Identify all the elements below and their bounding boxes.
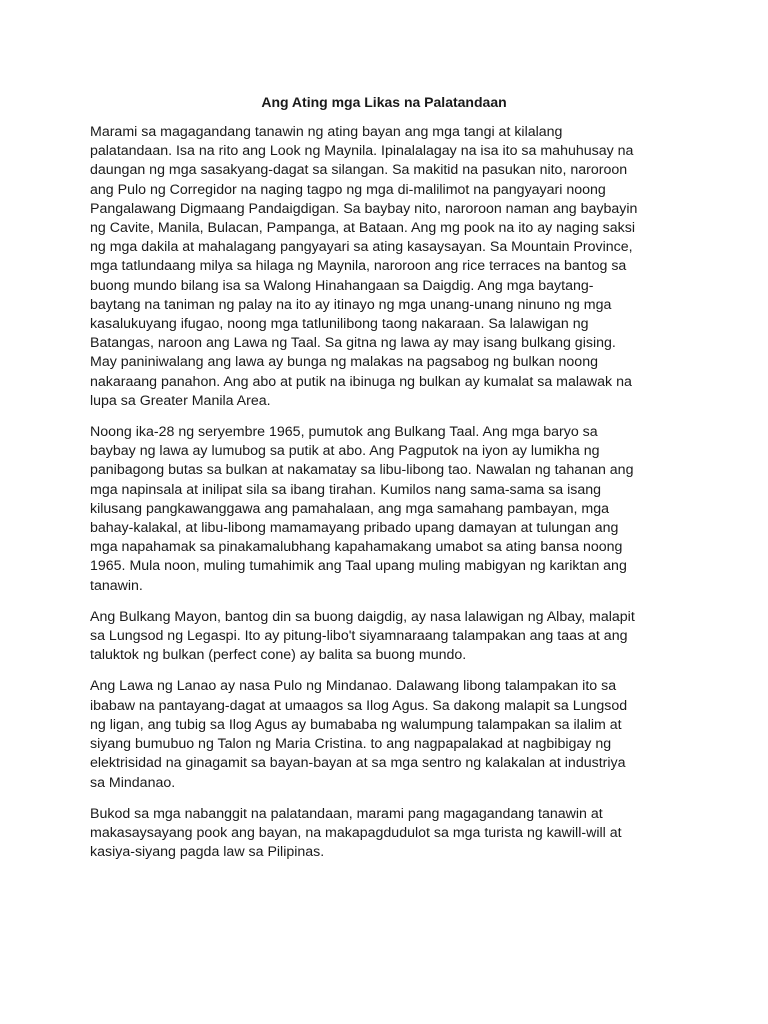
paragraph-look-ng-maynila: Marami sa magagandang tanawin ng ating bayan ang mga tangi at kilalang palatandaan. Isa na rito ang Look ng Maynila. Ipinalalagay na isa ito sa mahuhusay na daungan ng mga sasakyang-dagat sa silangan. Sa makitid na pasukan nito, naroroon ang Pulo ng Corregidor na naging tagpo ng mga di-malilimot na pangyayari noong Pangalawang Digmaang Pandaigdigan. Sa baybay nito, naroroon naman ang baybayin ng Cavite, Manila, Bulacan, Pampanga, at Bataan. Ang mg pook na ito ay naging saksi ng mga dakila at mahalagang pangyayari sa ating kasaysayan. Sa Mountain Province, mga tatlundaang milya sa hilaga ng Maynila, naroroon ang rice terraces na bantog sa buong mundo bilang isa sa Walong Hinahangaan sa Daigdig. Ang mga baytang- baytang na taniman ng palay na ito ay itinayo ng mga unang-unang ninuno ng mga kasalukuyang ifugao, noong mga tatlunilibong taong nakaraan. Sa lalawigan ng Batangas, naroon ang Lawa ng Taal. Sa gitna ng lawa ay may isang bulkang gising. May paniniwalang ang lawa ay bunga ng malakas na pagsabog ng bulkan noong nakaraang panahon. Ang abo at putik na ibinuga ng bulkan ay kumalat sa malawak na lupa sa Greater Manila Area. xyxy=(90,124,638,409)
paragraph-bulkang-mayon: Ang Bulkang Mayon, bantog din sa buong daigdig, ay nasa lalawigan ng Albay, malapit sa Lungsod ng Legaspi. Ito ay pitung-libo't siyamnaraang talampakan ang taas at ang taluktok ng bulkan (perfect cone) ay balita sa buong mundo. xyxy=(90,608,635,664)
paragraph-lawa-ng-lanao: Ang Lawa ng Lanao ay nasa Pulo ng Mindanao. Dalawang libong talampakan ito sa ibabaw na pantayang-dagat at umaagos sa Ilog Agus. Sa dakong malapit sa Lungsod ng ligan, ang tubig sa Ilog Agus ay bumababa ng walumpung talampakan sa ilalim at siyang bumubuo ng Talon ng Maria Cristina. to ang nagpapalakad at nagbibigay ng elektrisidad na ginagamit sa bayan-bayan at sa mga sentro ng kalakalan at industriya sa Mindanao. xyxy=(90,678,628,791)
document-title: Ang Ating mga Likas na Palatandaan xyxy=(261,94,507,110)
document-body xyxy=(90,123,686,874)
paragraph-conclusion: Bukod sa mga nabanggit na palatandaan, marami pang magagandang tanawin at makasaysayang pook ang bayan, na makapagdudulot sa mga turista ng kawill-will at kasiya-siyang pagda law sa Pilipinas. xyxy=(90,805,622,861)
paragraph-bulkang-taal: Noong ika-28 ng seryembre 1965, pumutok ang Bulkang Taal. Ang mga baryo sa baybay ng lawa ay lumubog sa putik at abo. Ang Pagputok na iyon ay lumikha ng panibagong butas sa bulkan at nakamatay sa libu-libong tao. Nawalan ng tahanan ang mga napinsala at inilipat sila sa ibang tirahan. Kumilos nang sama-sama sa isang kilusang pangkawanggawa ang pamahalaan, ang mga samahang pambayan, mga bahay-kalakal, at libu-libong mamamayang pribado upang damayan at tulungan ang mga napahamak sa pinakamalubhang kapahamakang umabot sa ating bansa noong 1965. Mula noon, muling tumahimik ang Taal upang muling mabigyan ng kariktan ang tanawin. xyxy=(90,424,634,594)
